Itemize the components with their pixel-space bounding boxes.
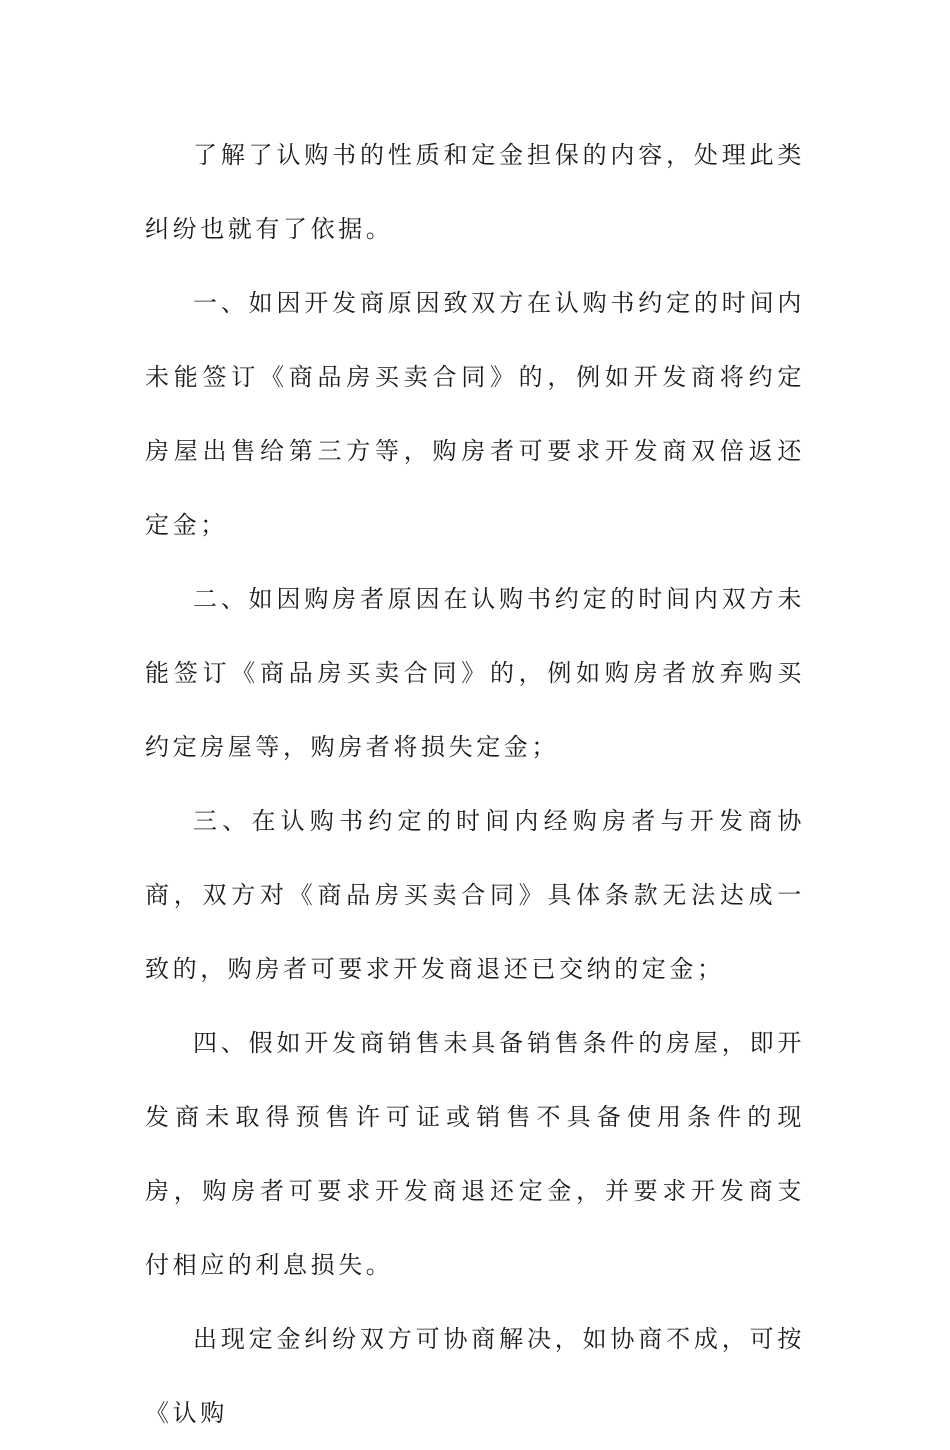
paragraph-dispute-resolution: 出现定金纠纷双方可协商解决，如协商不成，可按《认购 <box>145 1325 805 1427</box>
paragraph-item-2: 二、如因购房者原因在认购书约定的时间内双方未能签订《商品房买卖合同》的，例如购房者放弃购买约定房屋等，购房者将损失定金； <box>145 585 805 761</box>
paragraph-item-1: 一、如因开发商原因致双方在认购书约定的时间内未能签订《商品房买卖合同》的，例如开发商将约定房屋出售给第三方等，购房者可要求开发商双倍返还定金； <box>145 289 805 539</box>
document-body <box>145 118 805 1450</box>
paragraph-item-3: 三、在认购书约定的时间内经购房者与开发商协商，双方对《商品房买卖合同》具体条款无法达成一致的，购房者可要求开发商退还已交纳的定金； <box>145 807 805 983</box>
paragraph-intro: 了解了认购书的性质和定金担保的内容，处理此类纠纷也就有了依据。 <box>145 141 805 243</box>
paragraph-item-4: 四、假如开发商销售未具备销售条件的房屋，即开发商未取得预售许可证或销售不具备使用条件的现房，购房者可要求开发商退还定金，并要求开发商支付相应的利息损失。 <box>145 1029 805 1279</box>
